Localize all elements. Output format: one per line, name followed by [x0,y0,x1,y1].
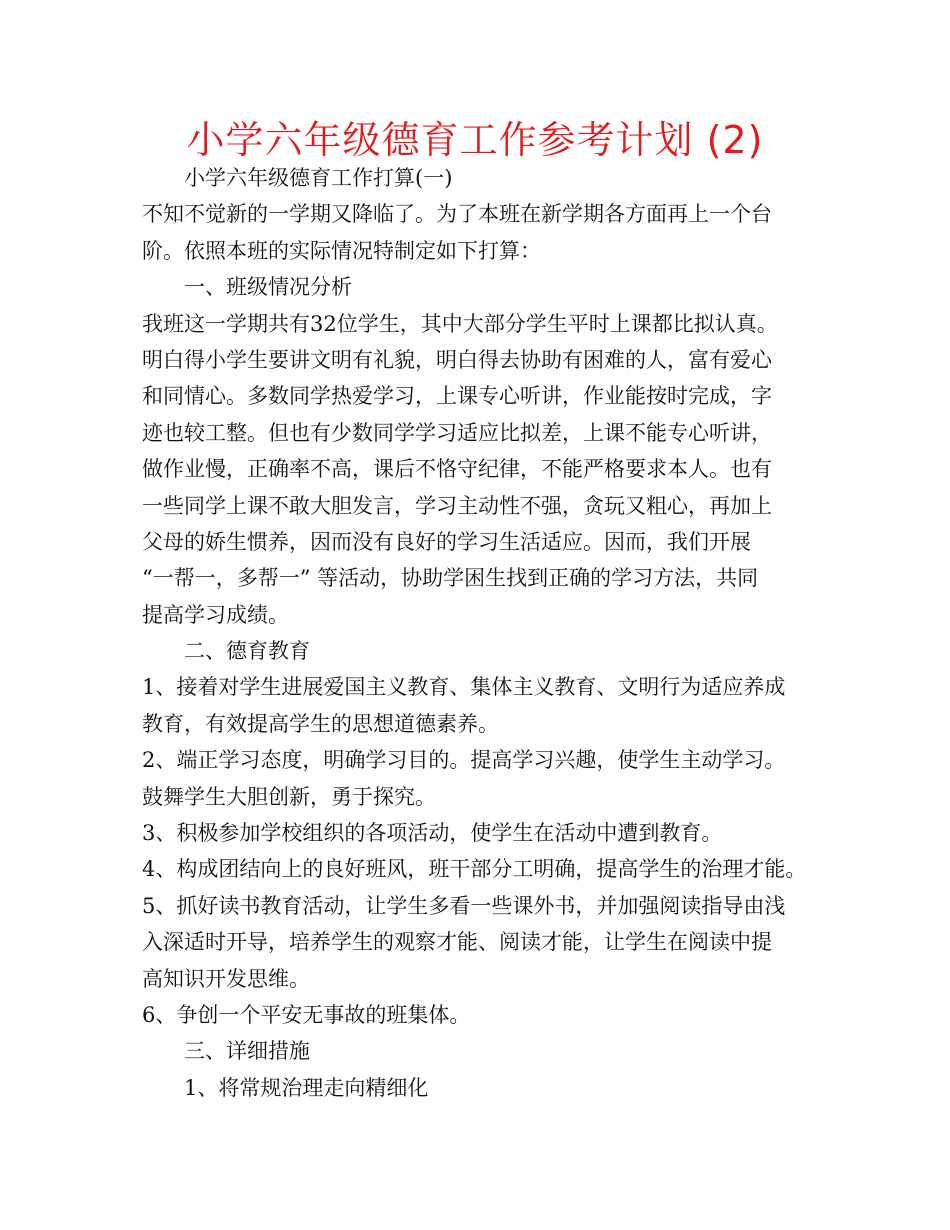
document-title: 小学六年级德育工作参考计划 (2) [186,118,764,162]
section-heading-line: 三、详细措施 [184,1039,310,1064]
paragraph-line: 鼓舞学生大胆创新，勇于探究。 [142,784,436,809]
paragraph-line: 高知识开发思维。 [142,966,310,991]
paragraph-line: 提高学习成绩。 [142,602,289,627]
document-body [142,160,814,1106]
paragraph-line: 父母的娇生惯养，因而没有良好的学习生活适应。因而，我们开展 [142,529,751,554]
section-heading-line: 二、德育教育 [184,639,310,664]
paragraph-line: 1、接着对学生进展爱国主义教育、集体主义教育、文明行为适应养成 [142,675,786,700]
paragraph-line: 我班这一学期共有32位学生，其中大部分学生平时上课都比拟认真。 [142,311,778,336]
paragraph-line: 4、构成团结向上的良好班风，班干部分工明确，提高学生的治理才能。 [142,857,807,882]
paragraph-line: 5、抓好读书教育活动，让学生多看一些课外书，并加强阅读指导由浅 [142,893,786,918]
paragraph-line: 和同情心。多数同学热爱学习，上课专心听讲，作业能按时完成，字 [142,384,772,409]
paragraph-line: 教育，有效提高学生的思想道德素养。 [142,711,499,736]
paragraph-line: 入深适时开导，培养学生的观察才能、阅读才能，让学生在阅读中提 [142,930,772,955]
paragraph-line: 明白得小学生要讲文明有礼貌，明白得去协助有困难的人，富有爱心 [142,347,772,372]
paragraph-line: 2、端正学习态度，明确学习目的。提高学习兴趣，使学生主动学习。 [142,748,786,773]
section-heading-line: 一、班级情况分析 [184,275,352,300]
section-heading-line: 1、将常规治理走向精细化 [184,1075,429,1100]
paragraph-line: 阶。依照本班的实际情况特制定如下打算： [142,238,541,263]
paragraph-line: 做作业慢，正确率不高，课后不恪守纪律，不能严格要求本人。也有 [142,457,772,482]
section-heading-line: 小学六年级德育工作打算(一) [184,166,453,190]
paragraph-line: 迹也较工整。但也有少数同学学习适应比拟差，上课不能专心听讲， [142,420,772,445]
paragraph-line: 6、争创一个平安无事故的班集体。 [142,1002,471,1027]
paragraph-line: 3、积极参加学校组织的各项活动，使学生在活动中遭到教育。 [142,821,723,846]
paragraph-line: 不知不觉新的一学期又降临了。为了本班在新学期各方面再上一个台 [142,202,772,227]
paragraph-line: “一帮一，多帮一” 等活动，协助学困生找到正确的学习方法，共同 [142,566,759,591]
paragraph-line: 一些同学上课不敢大胆发言，学习主动性不强，贪玩又粗心，再加上 [142,493,772,518]
